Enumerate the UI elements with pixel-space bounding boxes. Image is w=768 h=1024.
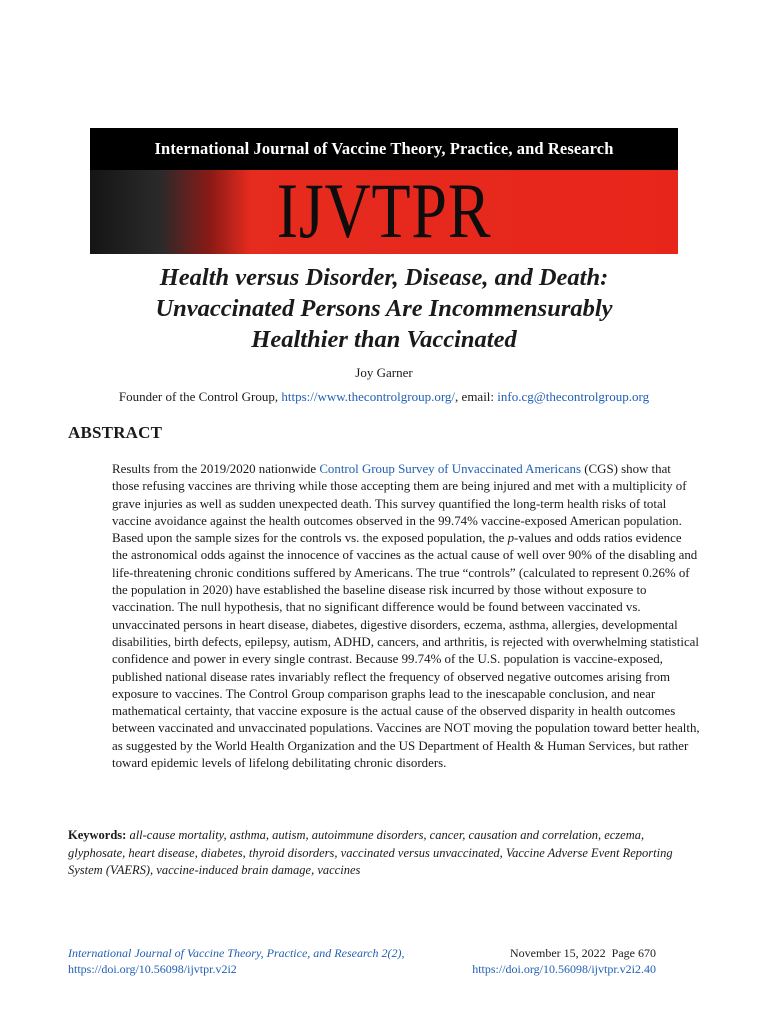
article-title: [60, 262, 708, 355]
journal-citation-link[interactable]: International Journal of Vaccine Theory, Practice, and Research 2(2),: [68, 946, 405, 960]
p-value-symbol: p: [507, 531, 515, 546]
affiliation-prefix: Founder of the Control Group,: [118, 389, 279, 404]
abstract-part-2: -values and odds ratios evidence the astronomical odds against the innocence of vaccines as the actual cause of well over 90% of the disabling and life-threatening chronic conditions suffered by Americans. The true “controls” (calculated to represent 0.26% of the population in 2020) have established the baseline disease risk incurred by those without exposure to vaccination. The null hypothesis, that no significant difference would be found between vaccinated vs. unvaccinated persons in heart disease, diabetes, digestive disorders, eczema, asthma, allergies, developmental disabilities, birth defects, epilepsy, autism, ADHD, cancers, and arthritis, is rejected with overwhelming statistical confidence and power in every single contrast. Because 99.74% of the U.S. population is vaccine-exposed, published national disease rates invariably reflect the frequency of observed negative outcomes arising from exposure to vaccines. The Control Group comparison graphs lead to the inescapable conclusion, and near mathematical certainty, that vaccine exposure is the actual cause of the observed disparity in health outcomes between vaccinated and unvaccinated populations. Vaccines are NOT moving the population toward better health, as suggested by the World Health Organization and the US Department of Health & Human Services, but rather toward epidemic levels of lifelong debilitating chronic disorders.: [112, 531, 700, 771]
author-affiliation: [0, 389, 768, 405]
keywords-label: Keywords:: [68, 828, 127, 842]
abstract-heading: ABSTRACT: [68, 423, 163, 442]
article-doi-link[interactable]: https://doi.org/10.56098/ijvtpr.v2i2.40: [472, 962, 656, 976]
email-label: , email:: [455, 389, 495, 404]
footer-article-info: [440, 945, 656, 977]
affiliation-url-link[interactable]: https://www.thecontrolgroup.org/: [281, 389, 456, 404]
abstract-part-1: (CGS) show that those refusing vaccines are thriving while those accepting them are being injured and met with a multiplicity of grave injuries as well as sudden unexpected death. This survey quantified the long-term health risks of total vaccine avoidance against the health outcomes observed in the 99.74% vaccine-exposed American population. Based upon the sample sizes for the controls vs. the exposed population, the: [112, 462, 687, 546]
abstract-intro: Results from the 2019/2020 nationwide: [112, 462, 317, 476]
journal-name: International Journal of Vaccine Theory, Practice, and Research: [90, 128, 678, 170]
title-line-3: Healthier than Vaccinated: [251, 326, 517, 353]
journal-acronym-logo: IJVTPR: [276, 167, 492, 254]
survey-link[interactable]: Control Group Survey of Unvaccinated Americans: [319, 462, 582, 476]
title-line-1: Health versus Disorder, Disease, and Death:: [159, 264, 609, 291]
date-and-page: November 15, 2022 Page 670: [510, 946, 656, 960]
footer-journal-citation: [68, 945, 404, 977]
abstract-body: [112, 461, 700, 772]
keywords-text: all-cause mortality, asthma, autism, autoimmune disorders, cancer, causation and correlation, eczema, glyphosate, heart disease, diabetes, thyroid disorders, vaccinated versus unvaccinated, Vaccine Adverse Event Reporting System (VAERS), vaccine-induced brain damage, vaccines: [68, 828, 673, 877]
author-name: Joy Garner: [355, 365, 413, 380]
email-link[interactable]: info.cg@thecontrolgroup.org: [497, 389, 650, 404]
keywords-section: [68, 827, 704, 880]
journal-banner: [90, 128, 678, 254]
title-line-2: Unvaccinated Persons Are Incommensurably: [155, 295, 613, 322]
journal-doi-link[interactable]: https://doi.org/10.56098/ijvtpr.v2i2: [68, 962, 237, 976]
